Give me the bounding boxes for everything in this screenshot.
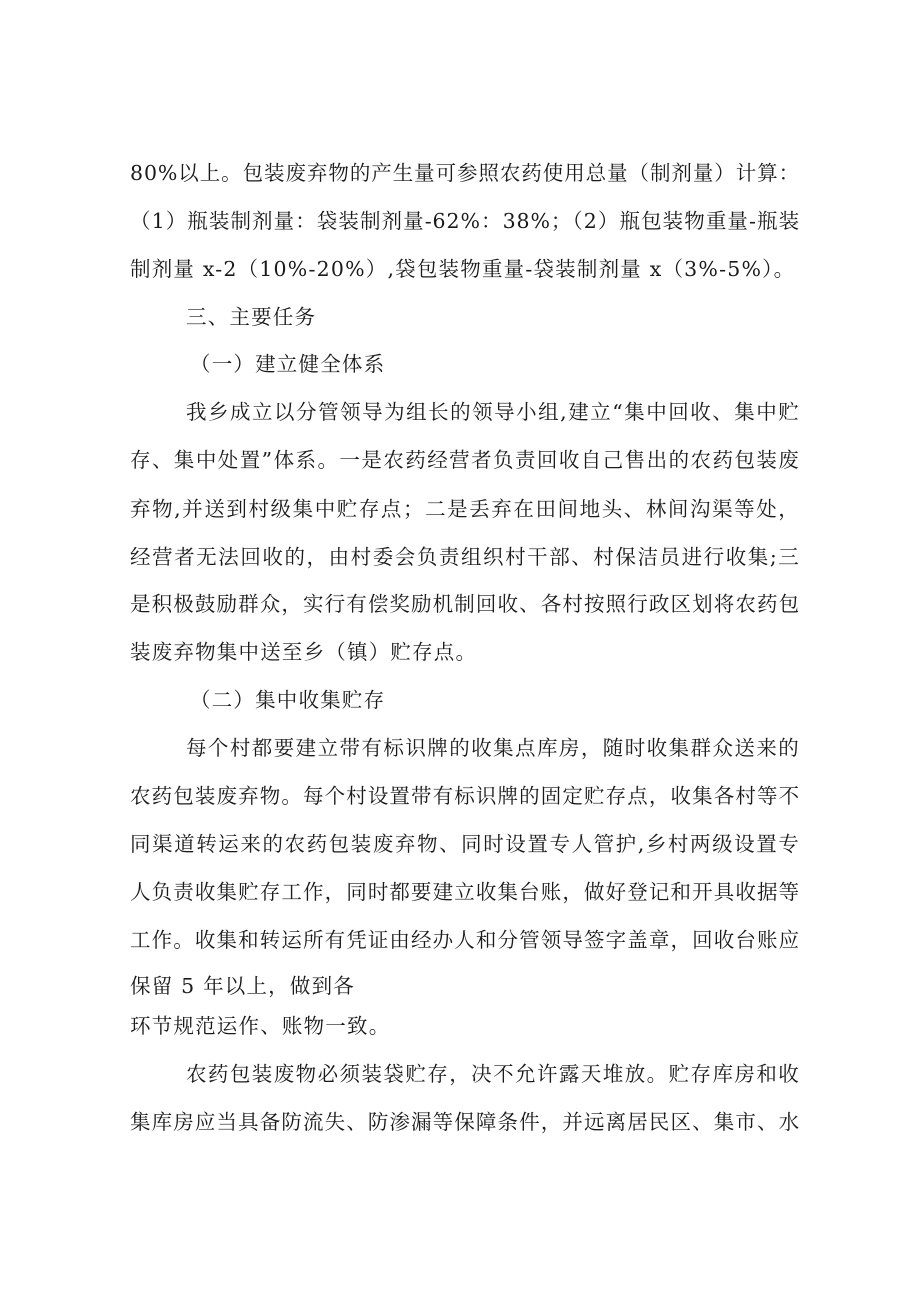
- text-line: 人负责收集贮存工作，同时都要建立收集台账，做好登记和开具收据等: [130, 880, 800, 904]
- paragraph-first-line: 我乡成立以分管领导为组长的领导小组,建立“集中回收、集中贮: [186, 400, 800, 424]
- section-heading: 三、主要任务: [186, 305, 317, 329]
- text-line: 环节规范运作、账物一致。: [130, 1014, 391, 1038]
- text-line: 经营者无法回收的，由村委会负责组织村干部、村保洁员进行收集;三: [130, 545, 800, 569]
- text-line: 存、集中处置”体系。一是农药经营者负责回收自己售出的农药包装废: [130, 448, 800, 472]
- text-line: 同渠道转运来的农药包装废弃物、同时设置专人管护,乡村两级设置专: [130, 832, 800, 856]
- text-line: 是积极鼓励群众，实行有偿奖励机制回收、各村按照行政区划将农药包: [130, 592, 800, 616]
- text-line: 制剂量 x-2（10%-20%）,袋包装物重量-袋装制剂量 x（3%-5%）。: [130, 257, 796, 281]
- text-line: （1）瓶装制剂量：袋装制剂量-62%：38%；（2）瓶包装物重量-瓶装: [130, 209, 800, 233]
- text-line: 农药包装废弃物。每个村设置带有标识牌的固定贮存点，收集各村等不: [130, 784, 800, 808]
- text-line: 工作。收集和转运所有凭证由经办人和分管领导签字盖章，回收台账应: [130, 928, 800, 952]
- text-line: 弃物,并送到村级集中贮存点；二是丢弃在田间地头、林间沟渠等处，: [130, 497, 800, 521]
- text-line: 装废弃物集中送至乡（镇）贮存点。: [130, 640, 478, 664]
- paragraph-first-line: 农药包装废物必须装袋贮存，决不允许露天堆放。贮存库房和收: [186, 1062, 800, 1086]
- paragraph-first-line: 每个村都要建立带有标识牌的收集点库房，随时收集群众送来的: [186, 736, 800, 760]
- subsection-heading: （一）建立健全体系: [190, 352, 386, 376]
- subsection-heading: （二）集中收集贮存: [190, 688, 386, 712]
- text-line: 保留 5 年以上，做到各: [130, 974, 355, 998]
- text-line: 集库房应当具备防流失、防渗漏等保障条件，并远离居民区、集市、水: [130, 1110, 800, 1134]
- text-line: 80%以上。包装废弃物的产生量可参照农药使用总量（制剂量）计算：: [130, 161, 800, 185]
